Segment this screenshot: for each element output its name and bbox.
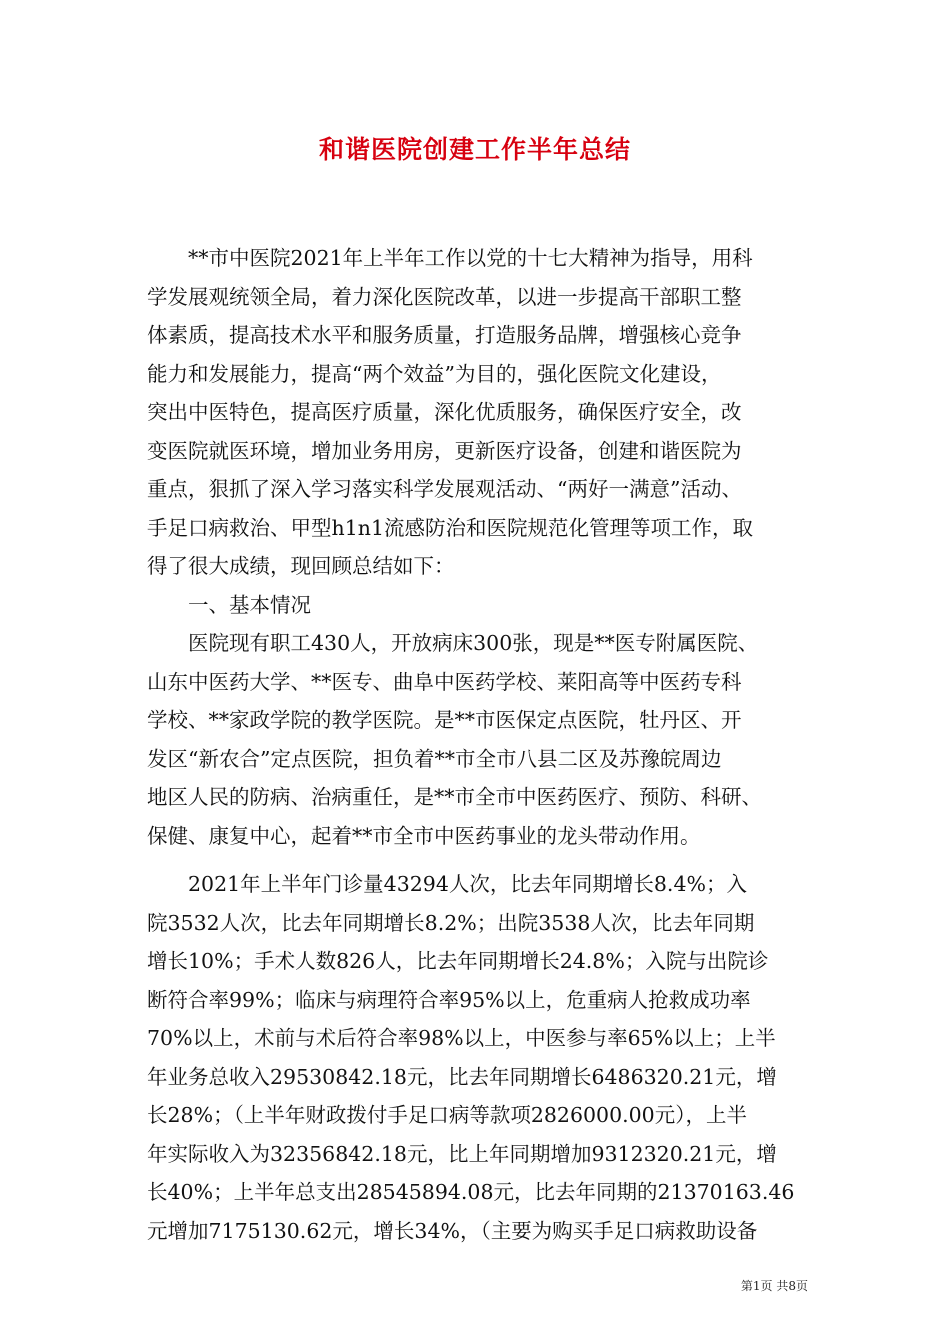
document-title: 和谐医院创建工作半年总结 bbox=[318, 135, 631, 164]
paragraph-statistics bbox=[147, 865, 827, 1250]
paragraph-spacer bbox=[147, 855, 827, 865]
text-line: 体素质，提高技术水平和服务质量，打造服务品牌，增强核心竞争 bbox=[147, 323, 742, 347]
page-number: 第1页 共8页 bbox=[740, 1279, 808, 1293]
paragraph-basic-info bbox=[147, 624, 827, 855]
text-line: 保健、康复中心，起着**市全市中医药事业的龙头带动作用。 bbox=[147, 823, 701, 848]
text-line: 断符合率99%；临床与病理符合率95%以上，危重病人抢救成功率 bbox=[147, 987, 751, 1012]
text-line: 山东中医药大学、**医专、曲阜中医药学校、莱阳高等中医药专科 bbox=[147, 669, 742, 694]
text-line: 年业务总收入29530842.18元，比去年同期增长6486320.21元，增 bbox=[147, 1064, 777, 1089]
text-line: 地区人民的防病、治病重任，是**市全市中医药医疗、预防、科研、 bbox=[147, 785, 762, 809]
text-line: 增长10%；手术人数826人，比去年同期增长24.8%；入院与出院诊 bbox=[147, 949, 769, 973]
document-body bbox=[147, 239, 827, 1250]
text-line: 变医院就医环境，增加业务用房，更新医疗设备，创建和谐医院为 bbox=[147, 438, 742, 463]
text-line: 发区“新农合”定点医院，担负着**市全市八县二区及苏豫皖周边 bbox=[147, 746, 722, 771]
text-line: 长28%；（上半年财政拨付手足口病等款项2826000.00元），上半 bbox=[147, 1103, 747, 1127]
text-line: 元增加7175130.62元，增长34%，（主要为购买手足口病救助设备 bbox=[147, 1218, 758, 1243]
text-line: **市中医院2021年上半年工作以党的十七大精神为指导，用科 bbox=[188, 246, 753, 270]
text-line: 重点，狠抓了深入学习落实科学发展观活动、“两好一满意”活动、 bbox=[147, 477, 742, 501]
text-line: 得了很大成绩，现回顾总结如下： bbox=[147, 554, 455, 578]
text-line: 手足口病救治、甲型h1n1流感防治和医院规范化管理等项工作，取 bbox=[147, 515, 753, 540]
text-line: 突出中医特色，提高医疗质量，深化优质服务，确保医疗安全，改 bbox=[147, 400, 742, 424]
text-line: 2021年上半年门诊量43294人次，比去年同期增长8.4%；入 bbox=[188, 872, 747, 896]
text-line: 年实际收入为32356842.18元，比上年同期增加9312320.21元，增 bbox=[147, 1141, 777, 1166]
text-line: 学发展观统领全局，着力深化医院改革，以进一步提高干部职工整 bbox=[147, 284, 742, 309]
text-line: 院3532人次，比去年同期增长8.2%；出院3538人次，比去年同期 bbox=[147, 910, 755, 935]
paragraph-intro bbox=[147, 239, 827, 586]
text-line: 长40%；上半年总支出28545894.08元，比去年同期的21370163.46 bbox=[147, 1180, 795, 1204]
text-line: 能力和发展能力，提高“两个效益”为目的，强化医院文化建设， bbox=[147, 361, 722, 386]
section-heading: 一、基本情况 bbox=[188, 592, 311, 617]
text-line: 学校、**家政学院的教学医院。是**市医保定点医院，牡丹区、开 bbox=[147, 708, 742, 732]
text-line: 医院现有职工430人，开放病床300张，现是**医专附属医院、 bbox=[188, 631, 759, 655]
text-line: 70%以上，术前与术后符合率98%以上，中医参与率65%以上；上半 bbox=[147, 1026, 776, 1050]
